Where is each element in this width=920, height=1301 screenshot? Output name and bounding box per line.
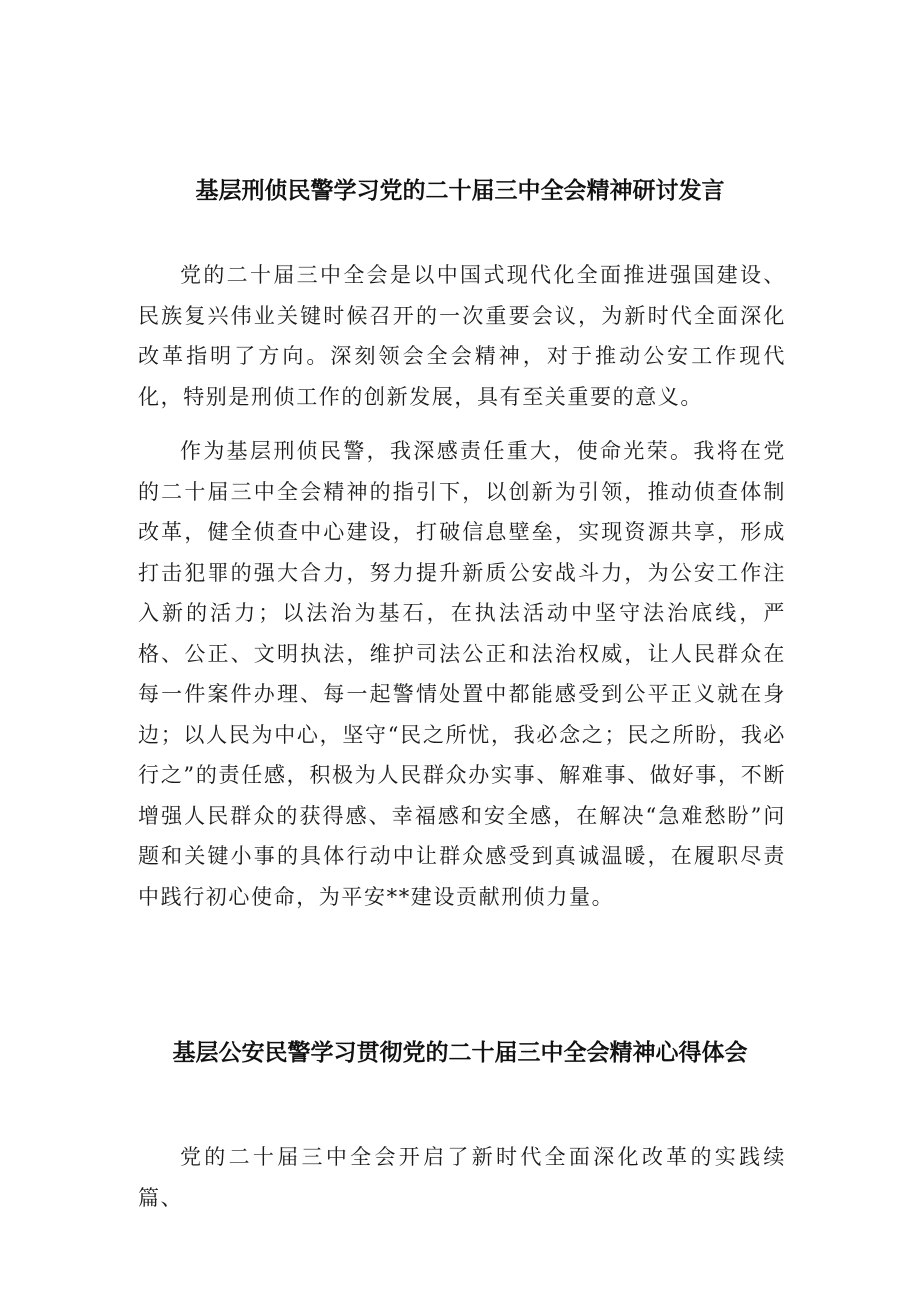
section-1-paragraph-2: 作为基层刑侦民警，我深感责任重大，使命光荣。我将在党的二十届三中全会精神的指引下，以创新为引领，推动侦查体制改革，健全侦查中心建设，打破信息壁垒，实现资源共享，形成打击犯罪的强大合力，努力提升新质公安战斗力，为公安工作注入新的活力；以法治为基石，在执法活动中坚守法治底线，严格、公正、文明执法，维护司法公正和法治权威，让人民群众在每一件案件办理、每一起警情处置中都能感受到公平正义就在身边；以人民为中心，坚守“民之所忧，我必念之；民之所盼，我必行之”的责任感，积极为人民群众办实事、解难事、做好事，不断增强人民群众的获得感、幸福感和安全感，在解决“急难愁盼”问题和关键小事的具体行动中让群众感受到真诚温暖，在履职尽责中践行初心使命，为平安**建设贡献刑侦力量。 (138, 439, 786, 909)
section-1-title: 基层刑侦民警学习党的二十届三中全会精神研讨发言 (195, 178, 725, 204)
section-2-title: 基层公安民警学习贯彻党的二十届三中全会精神心得体会 (172, 1040, 748, 1066)
section-2-paragraph-1: 党的二十届三中全会开启了新时代全面深化改革的实践续篇、 (138, 1145, 786, 1210)
section-1-paragraph-1: 党的二十届三中全会是以中国式现代化全面推进强国建设、民族复兴伟业关键时候召开的一次重要会议，为新时代全面深化改革指明了方向。深刻领会全会精神，对于推动公安工作现代化，特别是刑侦工作的创新发展，具有至关重要的意义。 (138, 263, 786, 409)
